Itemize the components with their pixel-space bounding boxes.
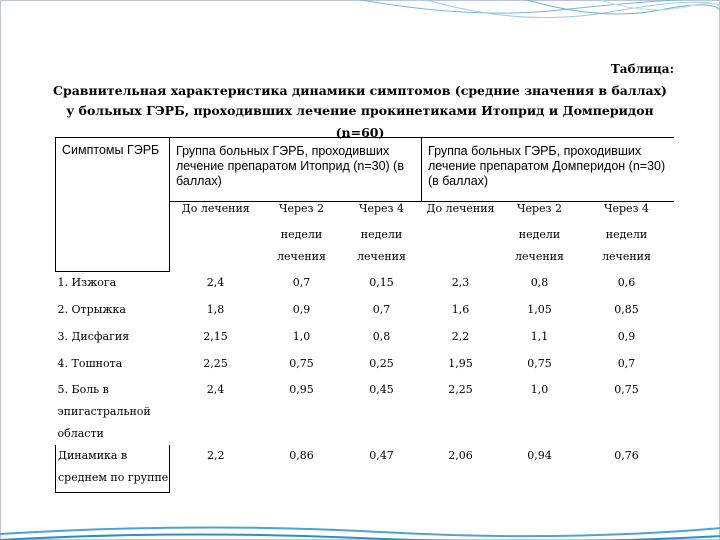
period-header-line: лечения: [515, 250, 564, 263]
period-header-line: лечения: [357, 250, 406, 263]
value-cell: 0,7: [372, 302, 391, 316]
period-header-line: недели: [605, 228, 648, 241]
value-cell: 1,0: [530, 382, 549, 396]
value-cell: 2,2: [451, 329, 470, 343]
table-row: [56, 299, 674, 326]
table-row: [56, 379, 674, 445]
value-cell: 1,05: [527, 302, 552, 316]
period-header: [342, 202, 422, 272]
period-header-line: лечения: [602, 250, 651, 263]
table-row: [56, 326, 674, 353]
symptom-label-line: 1. Изжога: [57, 276, 117, 289]
period-header-line: До лечения: [426, 202, 495, 215]
value-cell: 2,2: [207, 448, 225, 462]
symptom-label-line: 2. Отрыжка: [57, 302, 126, 316]
value-cell: 2,4: [206, 382, 225, 396]
period-header-line: недели: [518, 228, 561, 241]
period-header-line: недели: [360, 228, 403, 241]
period-header-line: Через 2: [516, 202, 563, 215]
period-header: [262, 202, 342, 272]
value-cell: 0,8: [530, 275, 549, 289]
symptom-label-line: эпигастральной: [57, 404, 151, 418]
symptoms-header: Симптомы ГЭРБ: [56, 138, 170, 272]
value-cell: 0,75: [289, 356, 314, 370]
value-cell: 1,6: [451, 302, 470, 316]
symptom-label-line: 3. Дисфагия: [57, 329, 130, 343]
period-header: [580, 202, 674, 272]
value-cell: 0,25: [369, 356, 394, 370]
symptom-label: [56, 326, 170, 353]
period-header-line: недели: [280, 228, 323, 241]
table-row: [56, 445, 674, 493]
symptom-label-line: 5. Боль в: [57, 382, 109, 396]
value-cell: 0,45: [369, 382, 394, 396]
table-title-line-1: Сравнительная характеристика динамики симптомов (средние значения в баллах): [53, 83, 667, 98]
value-cell: 0,9: [617, 329, 636, 343]
value-cell: 0,94: [527, 448, 552, 462]
table-title-line-2: у больных ГЭРБ, проходивших лечение прокинетиками Итоприд и Домперидон (n=60): [66, 103, 654, 140]
value-cell: 0,86: [289, 448, 314, 462]
value-cell: 0,8: [372, 329, 391, 343]
value-cell: 0,75: [527, 356, 552, 370]
period-header: [500, 202, 580, 272]
value-cell: 2,3: [451, 275, 470, 289]
table-row: [56, 272, 674, 299]
period-header-line: Через 4: [358, 202, 405, 215]
value-cell: 0,85: [614, 302, 639, 316]
value-cell: 0,7: [292, 275, 311, 289]
value-cell: 2,4: [206, 275, 225, 289]
value-cell: 0,6: [617, 275, 636, 289]
symptom-label: [56, 379, 170, 445]
table-row: [56, 353, 674, 379]
symptom-label-line: среднем по группе: [58, 470, 169, 484]
symptom-label-line: Динамика в: [58, 448, 128, 462]
value-cell: 1,8: [206, 302, 225, 316]
group-domperidon-header: Группа больных ГЭРБ, проходивших лечение препаратом Домперидон (n=30) (в баллах): [422, 138, 674, 202]
period-header-line: Через 2: [278, 202, 325, 215]
symptom-label-line: области: [57, 426, 104, 440]
period-header-line: До лечения: [181, 202, 250, 215]
value-cell: 0,95: [289, 382, 314, 396]
group-itoprid-header: Группа больных ГЭРБ, проходивших лечение препаратом Итоприд (n=30) (в баллах): [170, 138, 422, 202]
value-cell: 1,95: [448, 356, 473, 370]
value-cell: 2,25: [448, 382, 473, 396]
value-cell: 1,0: [292, 329, 311, 343]
symptom-label: [56, 445, 170, 493]
value-cell: 0,9: [292, 302, 311, 316]
period-header-line: лечения: [277, 250, 326, 263]
period-header: [170, 202, 262, 272]
value-cell: 0,76: [614, 448, 639, 462]
value-cell: 0,47: [369, 448, 394, 462]
value-cell: 1,1: [530, 329, 549, 343]
value-cell: 0,15: [369, 275, 394, 289]
table-label: Таблица:: [610, 62, 674, 76]
header-row: [56, 138, 674, 202]
value-cell: 2,15: [203, 329, 228, 343]
value-cell: 0,75: [614, 382, 639, 396]
period-header-line: Через 4: [603, 202, 650, 215]
value-cell: 0,7: [617, 356, 636, 370]
symptom-label: [56, 353, 170, 379]
value-cell: 2,06: [448, 448, 473, 462]
symptom-label: [56, 299, 170, 326]
symptom-label: [56, 272, 170, 299]
symptom-label-line: 4. Тошнота: [57, 356, 123, 370]
period-header: [422, 202, 500, 272]
value-cell: 2,25: [203, 356, 228, 370]
symptoms-table: [55, 137, 674, 493]
